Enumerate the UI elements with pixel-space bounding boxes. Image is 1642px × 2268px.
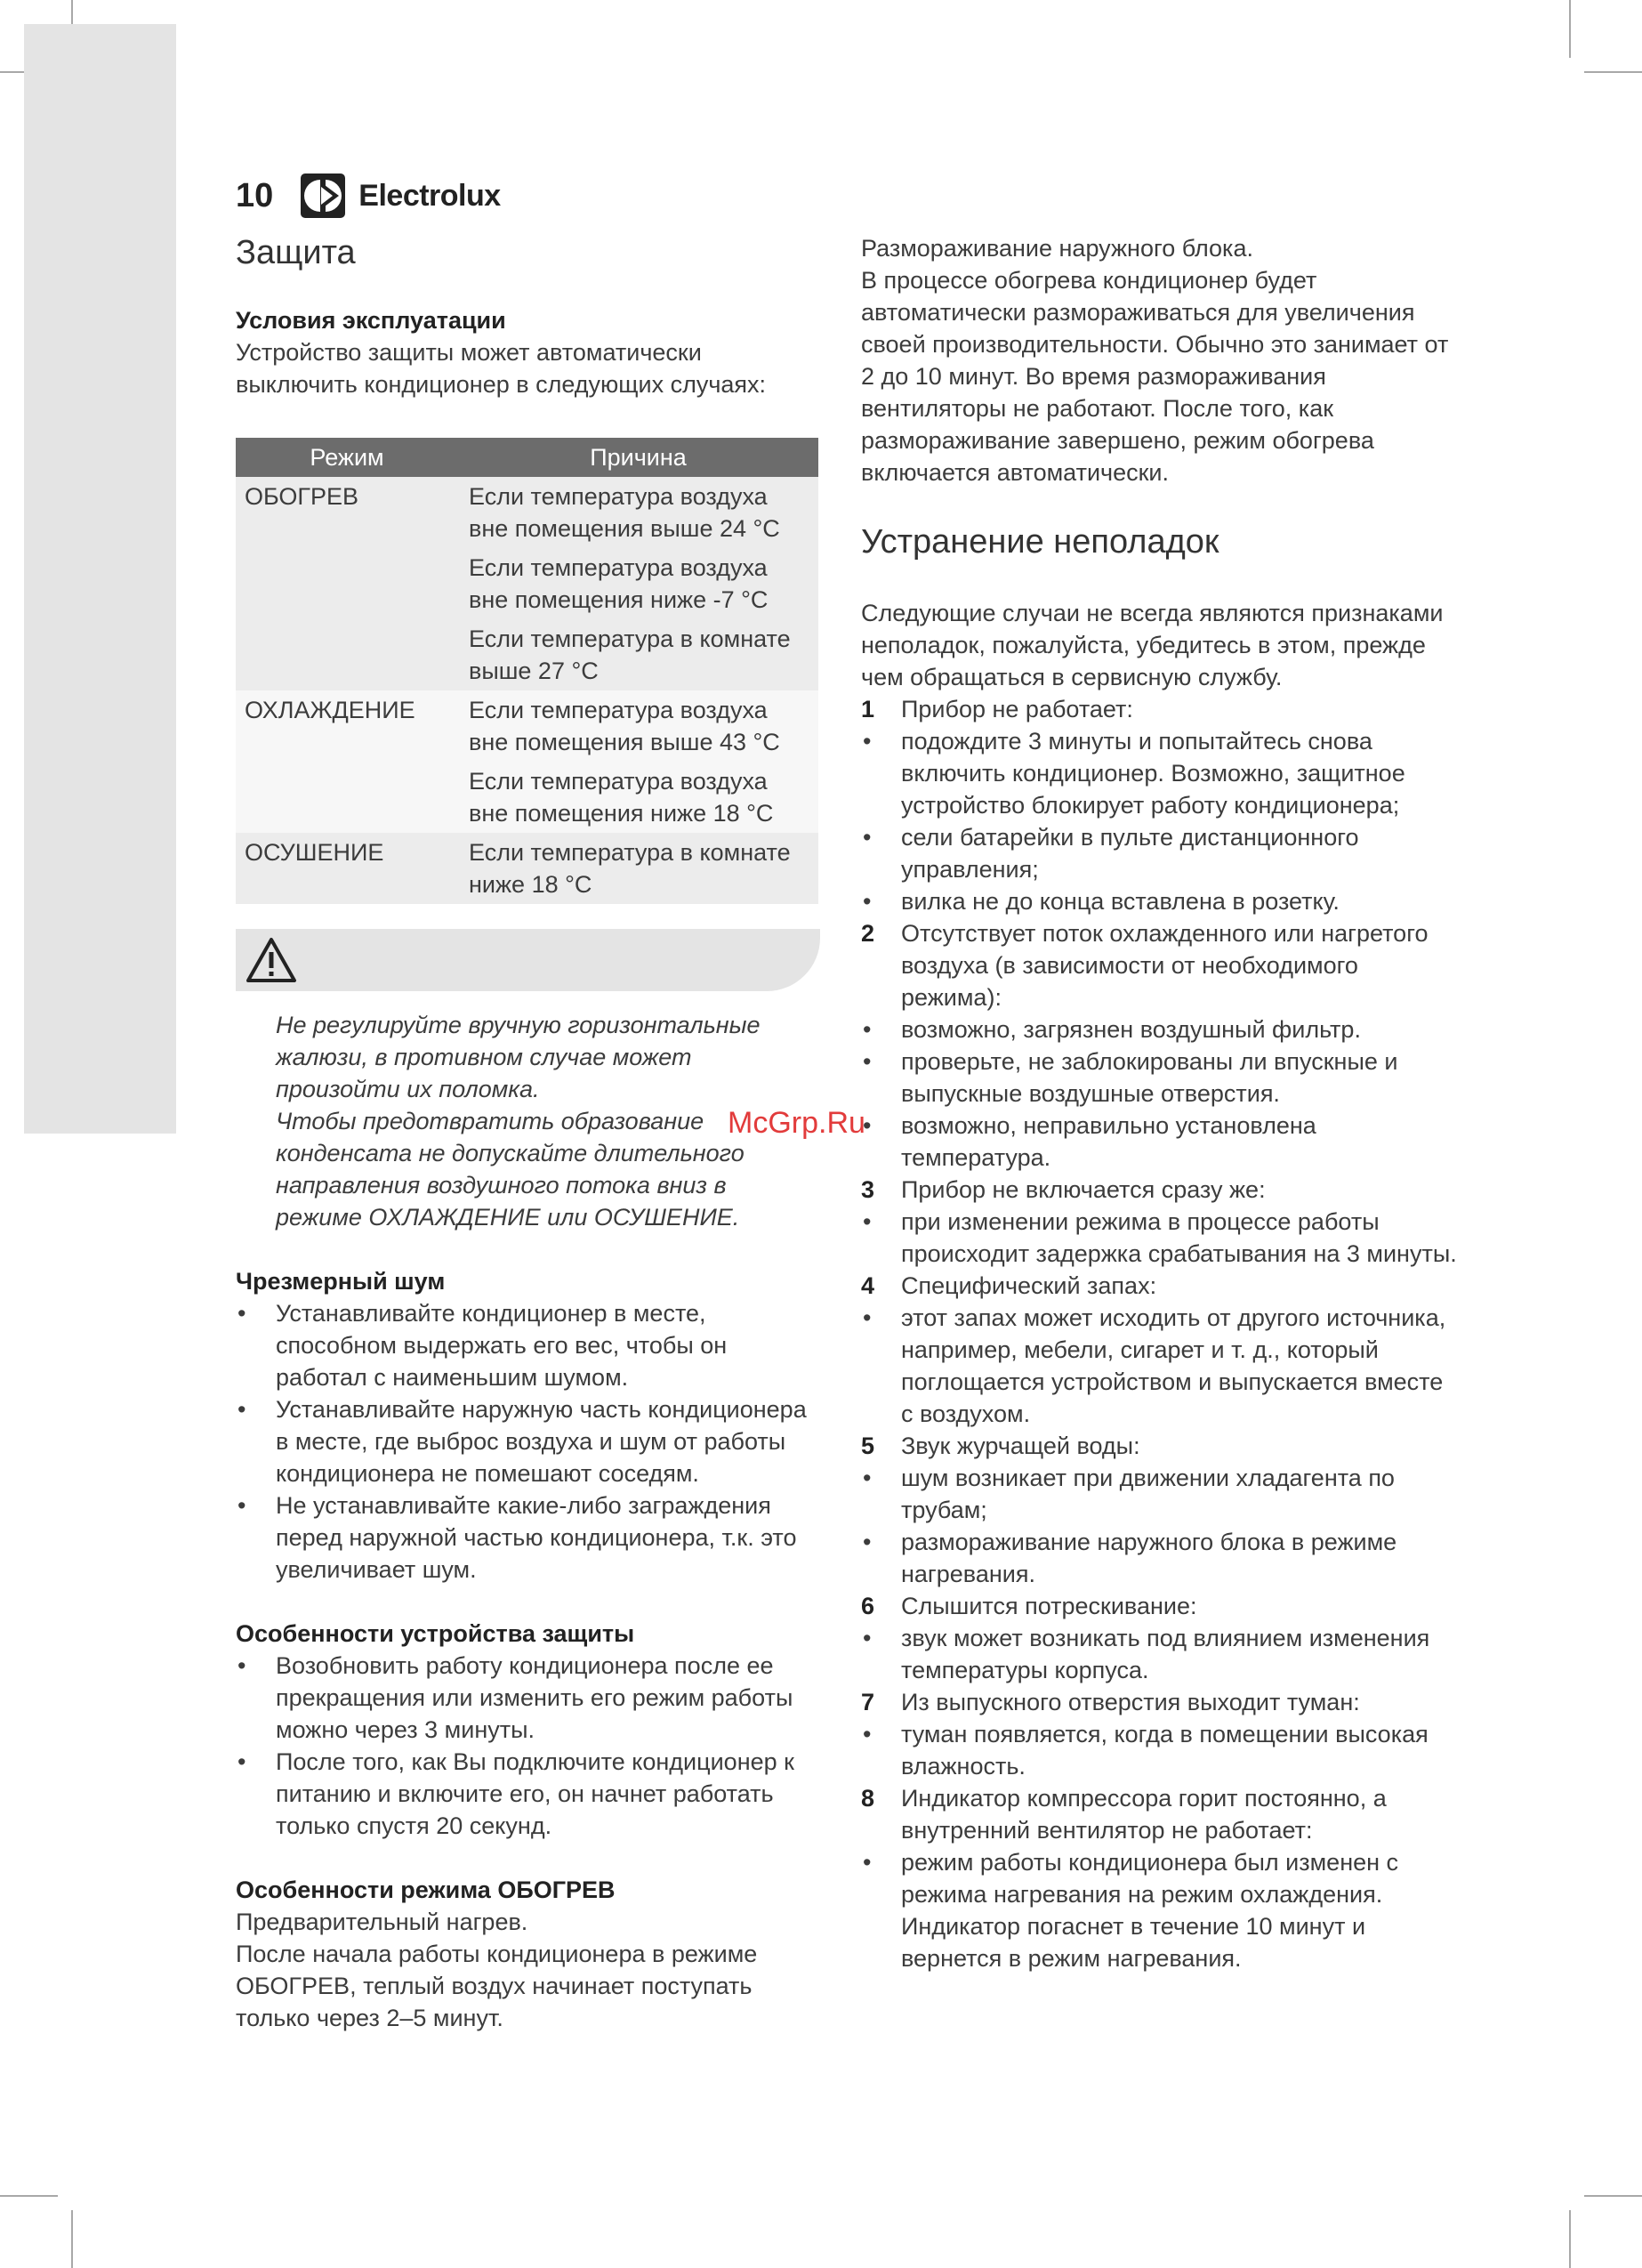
list-item: • режим работы кондиционера был изменен с режима нагревания на режим охлаждения. Индикатор погаснет в течение 10 минут и вернется в режим нагревания. <box>861 1846 1457 1974</box>
list-item: • Устанавливайте наружную часть кондиционера в месте, где выброс воздуха и шум от работы кондиционера не помешают соседям. <box>236 1393 823 1489</box>
warning-band <box>236 929 820 991</box>
issue-item: 1 Прибор не работает: <box>861 696 1133 722</box>
issue-item: 2 Отсутствует поток охлажденного или нагретого воздуха (в зависимости от необходимого режима): <box>861 920 1429 1011</box>
crop-mark <box>1569 0 1571 58</box>
warning-text <box>276 1009 801 1233</box>
table-row <box>236 619 818 690</box>
table-header: Режим <box>236 438 458 477</box>
issue-item: 4 Специфический запах: <box>861 1272 1157 1299</box>
crop-mark <box>0 2195 58 2197</box>
right-column <box>861 232 1457 1974</box>
crop-mark <box>1584 2195 1642 2197</box>
issue-item: 8 Индикатор компрессора горит постоянно, а внутренний вентилятор не работает: <box>861 1785 1387 1844</box>
brand-name: Electrolux <box>358 178 501 213</box>
protection-list <box>236 1650 823 1842</box>
list-item: • Не устанавливайте какие-либо заграждения перед наружной частью кондиционера, т.к. это увеличивает шум. <box>236 1489 823 1586</box>
electrolux-logo-icon <box>300 173 346 219</box>
table-cell-reason: Если температура воздуха вне помещения ниже -7 °C <box>458 548 818 619</box>
table-cell-reason: Если температура воздуха вне помещения ниже 18 °C <box>458 762 818 833</box>
protection-features-title: Особенности устройства защиты <box>236 1620 635 1647</box>
issue-item: 5 Звук журчащей воды: <box>861 1433 1140 1459</box>
conditions-title: Условия эксплуатации <box>236 307 506 334</box>
crop-mark <box>71 2210 73 2268</box>
issue-list <box>861 1622 1457 1686</box>
list-item: • вилка не до конца вставлена в розетку. <box>861 885 1457 917</box>
troubleshooting-title: Устранение неполадок <box>861 523 1219 561</box>
list-item: • звук может возникать под влиянием изменения температуры корпуса. <box>861 1622 1457 1686</box>
heating-line: После начала работы кондиционера в режиме ОБОГРЕВ, теплый воздух начинает поступать только через 2–5 минут. <box>236 1941 758 2031</box>
table-cell-mode <box>236 548 458 619</box>
table-cell-reason: Если температура воздуха вне помещения выше 24 °C <box>458 477 818 548</box>
table-cell-reason: Если температура воздуха вне помещения выше 43 °C <box>458 690 818 762</box>
noise-title: Чрезмерный шум <box>236 1268 446 1295</box>
noise-list <box>236 1297 823 1586</box>
table-cell-reason: Если температура в комнате ниже 18 °C <box>458 833 818 904</box>
issue-list <box>861 1846 1457 1974</box>
table-row <box>236 477 818 548</box>
issue-list <box>861 725 1457 917</box>
table-header: Причина <box>458 438 818 477</box>
list-item: • После того, как Вы подключите кондиционер к питанию и включите его, он начнет работать только спустя 20 секунд. <box>236 1746 823 1842</box>
list-item: • Устанавливайте кондиционер в месте, способном выдержать его вес, чтобы он работал с наименьшим шумом. <box>236 1297 823 1393</box>
table-cell-mode: ОСУШЕНИЕ <box>236 833 458 904</box>
issue-item: 7 Из выпускного отверстия выходит туман: <box>861 1689 1360 1715</box>
issue-list <box>861 1013 1457 1174</box>
issue-list <box>861 1462 1457 1590</box>
section-title: Защита <box>236 234 356 271</box>
list-item: • подождите 3 минуты и попытайтесь снова включить кондиционер. Возможно, защитное устройство блокирует работу кондиционера; <box>861 725 1457 821</box>
issue-item: 6 Слышится потрескивание: <box>861 1593 1197 1619</box>
warning-paragraph: Чтобы предотвратить образование конденсата не допускайте длительного направления воздушного потока вниз в режиме ОХЛАЖДЕНИЕ или ОСУШЕНИЕ. <box>276 1108 745 1231</box>
list-item: • проверьте, не заблокированы ли впускные и выпускные воздушные отверстия. <box>861 1045 1457 1110</box>
table-row <box>236 690 818 762</box>
protection-table <box>236 438 818 904</box>
table-row <box>236 548 818 619</box>
table-row <box>236 762 818 833</box>
table-cell-mode <box>236 619 458 690</box>
table-row <box>236 833 818 904</box>
heating-title: Особенности режима ОБОГРЕВ <box>236 1877 616 1903</box>
list-item: • Возобновить работу кондиционера после ее прекращения или изменить его режим работы можно через 3 минуты. <box>236 1650 823 1746</box>
heating-line: Предварительный нагрев. <box>236 1909 528 1935</box>
issue-item: 3 Прибор не включается сразу же: <box>861 1176 1266 1203</box>
list-item: • туман появляется, когда в помещении высокая влажность. <box>861 1718 1457 1782</box>
troubleshooting-intro: Следующие случаи не всегда являются признаками неполадок, пожалуйста, убедитесь в этом, прежде чем обращаться в сервисную службу. <box>861 600 1444 690</box>
list-item: • шум возникает при движении хладагента по трубам; <box>861 1462 1457 1526</box>
list-item: • размораживание наружного блока в режиме нагревания. <box>861 1526 1457 1590</box>
crop-mark <box>1584 71 1642 73</box>
conditions-text: Устройство защиты может автоматически выключить кондиционер в следующих случаях: <box>236 339 767 398</box>
list-item: • возможно, загрязнен воздушный фильтр. <box>861 1013 1457 1045</box>
page-number: 10 <box>236 176 274 214</box>
crop-mark <box>1569 2210 1571 2268</box>
list-item: • этот запах может исходить от другого источника, например, мебели, сигарет и т. д., который поглощается устройством и выпускается вместе с воздухом. <box>861 1302 1457 1430</box>
list-item: • при изменении режима в процессе работы происходит задержка срабатывания на 3 минуты. <box>861 1206 1457 1270</box>
warning-triangle-icon <box>245 936 298 984</box>
issue-list <box>861 1206 1457 1270</box>
defrost-text: В процессе обогрева кондиционер будет автоматически размораживаться для увеличения своей производительности. Обычно это занимает от 2 до 10 минут. Во время размораживания вентиляторы не работают. После того, как размораживание завершено, режим обогрева включается автоматически. <box>861 267 1449 486</box>
side-tab <box>24 24 176 1134</box>
issue-list <box>861 1302 1457 1430</box>
table-cell-reason: Если температура в комнате выше 27 °C <box>458 619 818 690</box>
table-cell-mode <box>236 762 458 833</box>
list-item: • сели батарейки в пульте дистанционного управления; <box>861 821 1457 885</box>
table-cell-mode: ОБОГРЕВ <box>236 477 458 548</box>
table-cell-mode: ОХЛАЖДЕНИЕ <box>236 690 458 762</box>
watermark: McGrp.Ru <box>728 1106 865 1140</box>
page-header <box>236 169 501 222</box>
issue-list <box>861 1718 1457 1782</box>
list-item: • возможно, неправильно установлена температура. <box>861 1110 1457 1174</box>
warning-paragraph: Не регулируйте вручную горизонтальные жалюзи, в противном случае может произойти их поломка. <box>276 1012 761 1102</box>
defrost-title: Размораживание наружного блока. <box>861 235 1253 262</box>
